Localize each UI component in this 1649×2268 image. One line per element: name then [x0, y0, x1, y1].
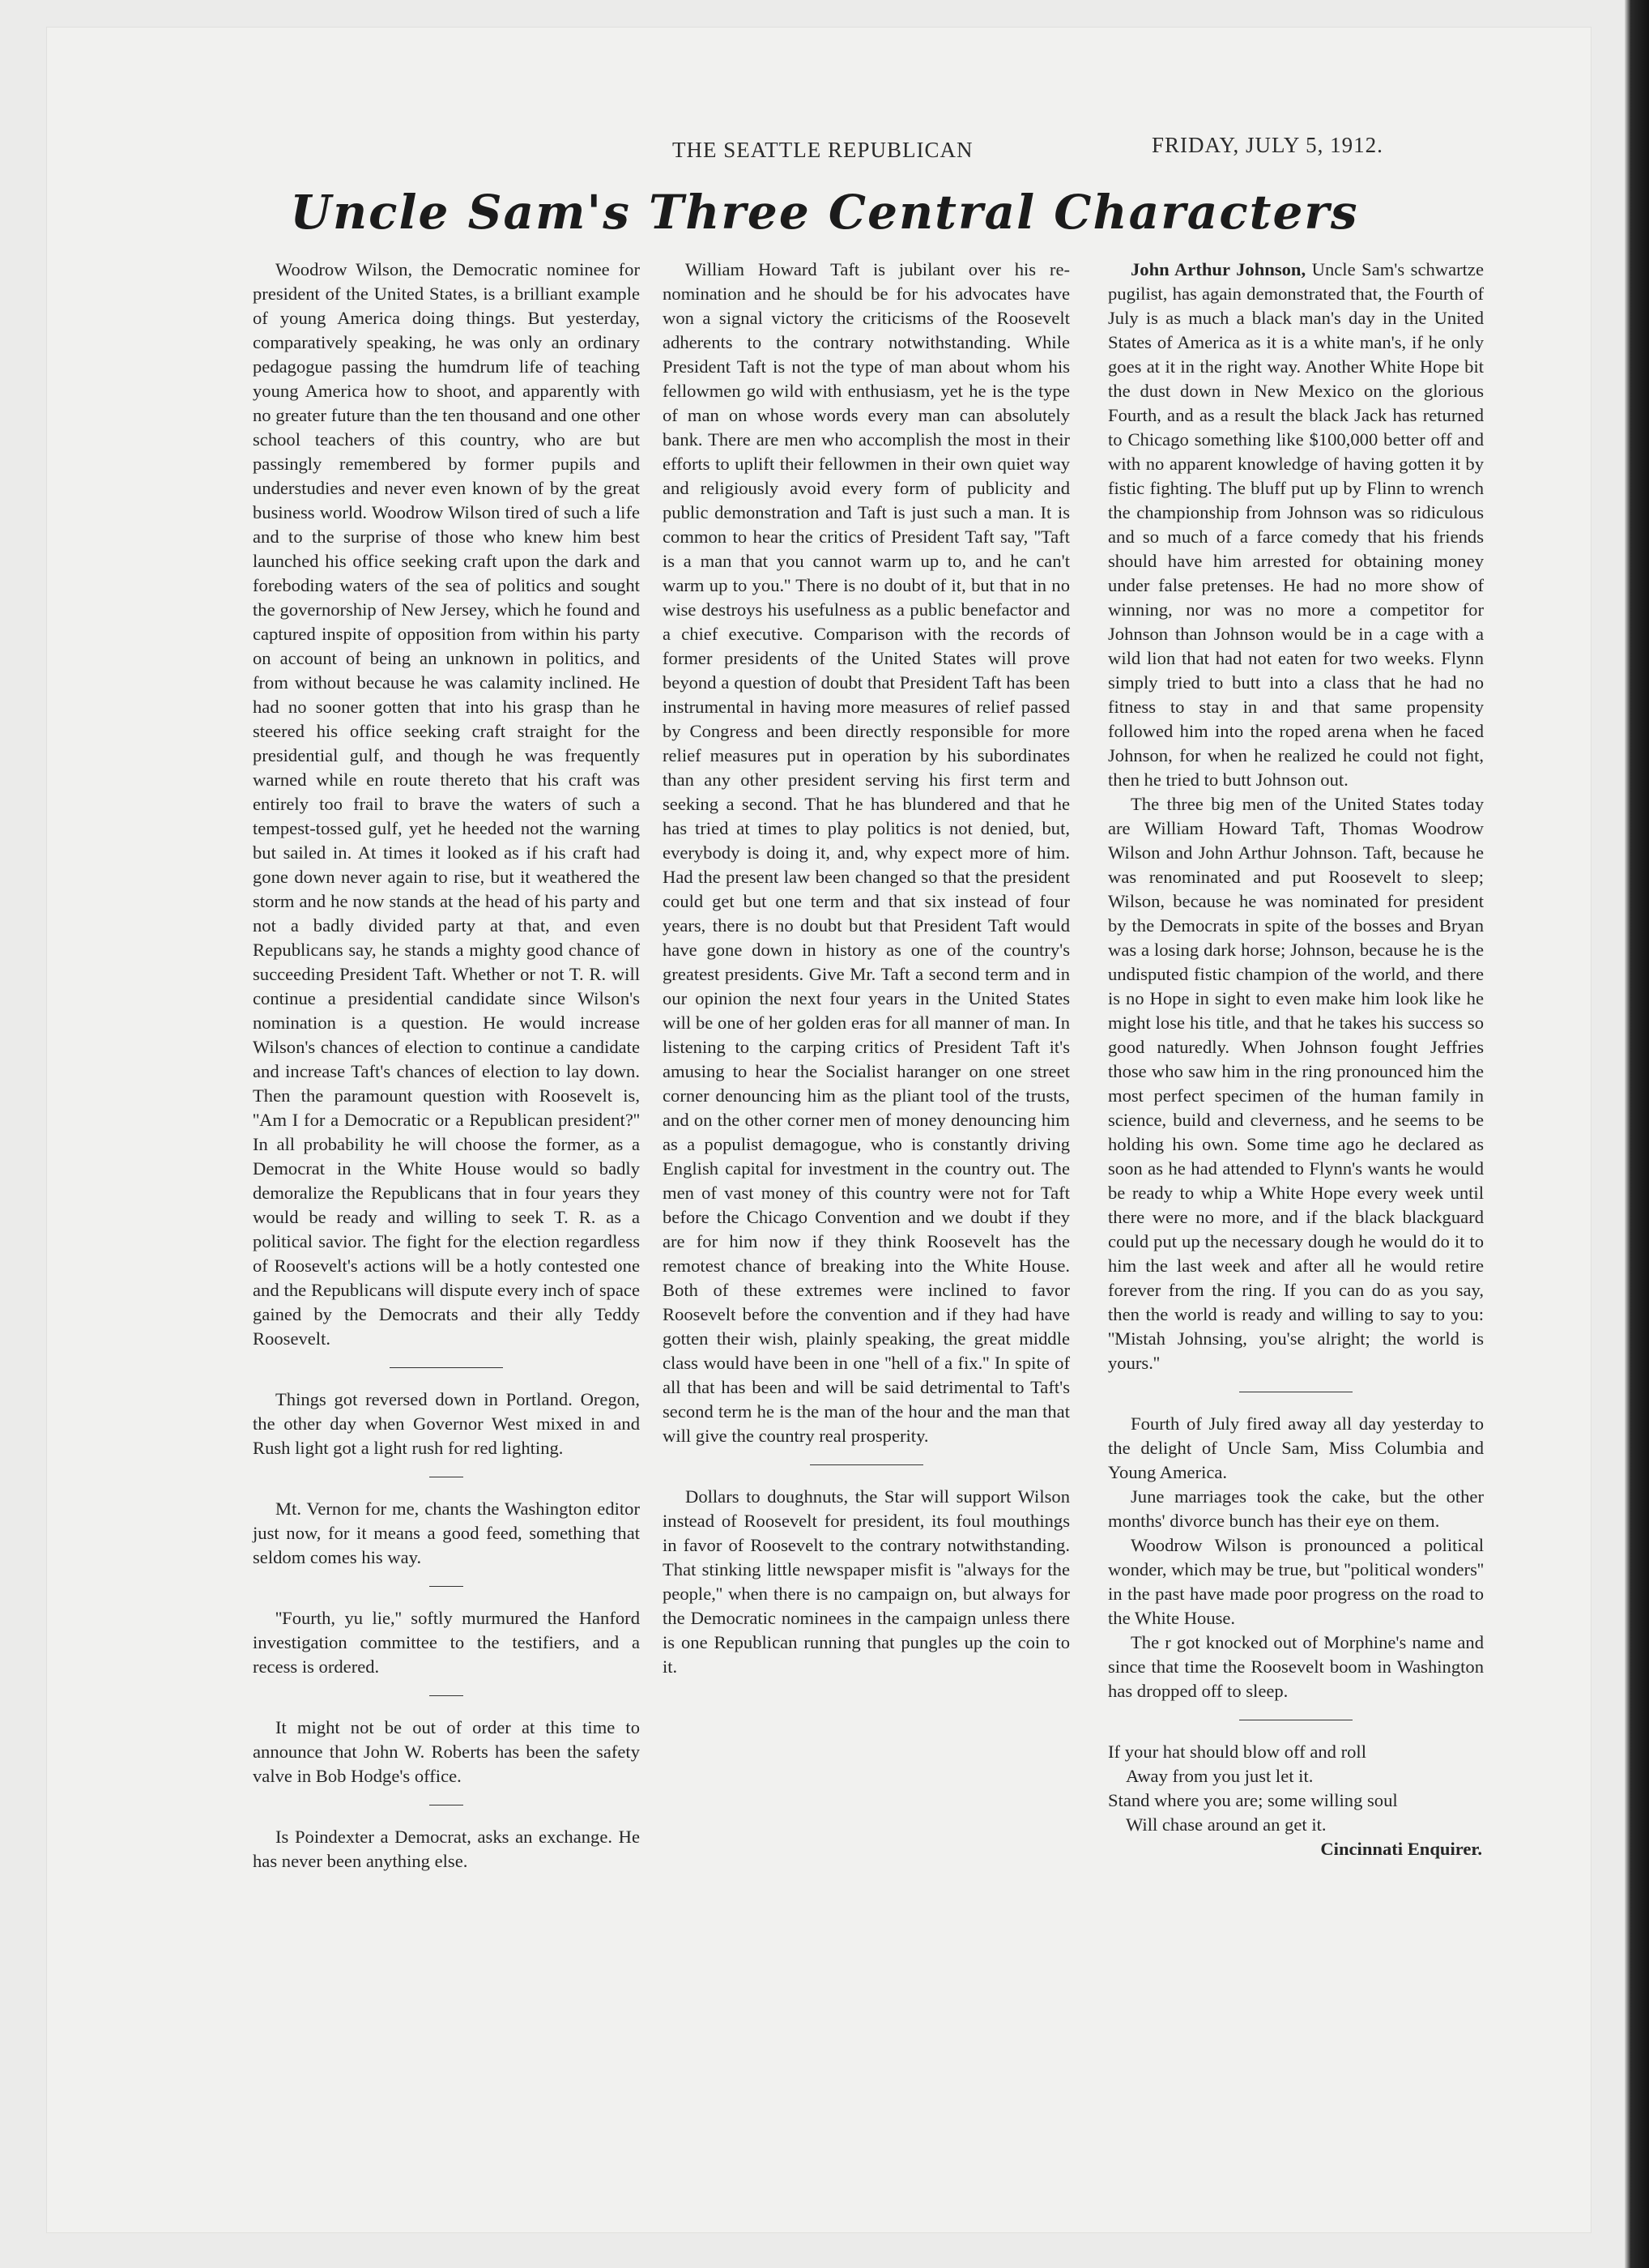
item-poindexter: Is Poindexter a Democrat, asks an exchange. He has never been anything else.: [253, 1827, 640, 1871]
poem-line: Away from you just let it.: [1126, 1766, 1314, 1786]
article-johnson-body: Uncle Sam's schwartze pugilist, has again demonstrated that, the Fourth of July is as much a black man's day in the United States of America as it is a white man's, if he only goes at it in the right way. Another White Hope bit the dust down in New Mexico on the glorious Fourth, and as a result the black Jack has returned to Chicago something like $100,000 better off and with no apparent knowledge of having gotten it by fistic fighting. The bluff put up by Flinn to wrench the championship from Johnson was so ridiculous and so much of a farce comedy that his friends should have him arrested for obtaining money under false pretenses. He had no more show of winning, nor was no more a competitor for Johnson than Johnson would be in a cage with a wild lion that had not eaten for two weeks. Flynn simply tried to butt into a class that he had no fitness to stay in and that same propensity followed him into the roped arena when he faced Johnson, for when he realized he could not fight, then he tried to butt Johnson out.: [1108, 259, 1484, 790]
page-title: Uncle Sam's Three Central Characters: [290, 185, 1359, 240]
article-johnson: [1108, 258, 1484, 792]
article-taft: William Howard Taft is jubilant over his re-nomination and he should be for his advocates have won a signal victory the criticisms of the Roosevelt adherents to the contrary notwithstanding. While President Taft is not the type of man about whom his fellowmen go wild with enthusiasm, yet he is the type of man on whose words every man can absolutely bank. There are men who accomplish the most in their efforts to uplift their fellowmen in their own quiet way and religiously avoid every form of publicity and public demonstration and Taft is just such a man. It is common to hear the critics of President Taft say, ''Taft is a man that you cannot warm up to, and he can't warm up to you.'' There is no doubt of it, but that in no wise destroys his usefulness as a public benefactor and a chief executive. Comparison with the records of former presidents of the United States will prove beyond a question of doubt that President Taft has been instrumental in having more measures of relief passed by Congress and been directly responsible for more relief measures put in operation by his subordinates than any other president serving his first term and seeking a second. That he has blundered and that he has tried at times to play politics is not denied, but, everybody is doing it, and, why expect more of him. Had the present law been changed so that the president could get but one term and that six instead of four years, there is no doubt but that President Taft would have gone down in history as one of the country's greatest presidents. Give Mr. Taft a second term and in our opinion the next four years in the United States will be one of her golden eras for all manner of man. In listening to the carping critics of President Taft it's amusing to hear the Socialist haranger on one street corner denouncing him as the pliant tool of the trusts, and on the other corner men of money denouncing him as a populist demagogue, who is constantly driving English capital for investment in the country out. The men of vast money of this country were not for Taft before the Chicago Convention and we doubt if they are for him now if they think Roosevelt has the remotest chance of breaking into the White House. Both of these extremes were inclined to favor Roosevelt before the convention and if they had have gotten their wish, plainly speaking, the great middle class would have been in one ''hell of a fix.'' In spite of all that has been and will be said detrimental to Taft's second term he is the man of the hour and the man that will give the country real prosperity.: [663, 259, 1070, 1446]
item-political-wonder: Woodrow Wilson is pronounced a political wonder, which may be true, but ''political wonders'' in the past have made poor progress on the road to the White House.: [1108, 1535, 1484, 1628]
item-roberts: It might not be out of order at this time to announce that John W. Roberts has been the safety valve in Bob Hodge's office.: [253, 1717, 640, 1786]
item-june-marriages: June marriages took the cake, but the other months' divorce bunch has their eye on them.: [1108, 1486, 1484, 1531]
item-dollars-doughnuts: Dollars to doughnuts, the Star will support Wilson instead of Roosevelt for president, its foul mouthings in favor of Roosevelt to the contrary notwithstanding. That stinking little newspaper misfit is ''always for the people,'' when there is no campaign on, but always for the Democratic nominees in the campaign unless there is one Republican running that pungles up the coin to it.: [663, 1486, 1070, 1677]
column-3: [1108, 258, 1484, 1861]
divider: [390, 1367, 503, 1368]
poem-line: Stand where you are; some willing soul: [1108, 1790, 1398, 1810]
issue-date: FRIDAY, JULY 5, 1912.: [1152, 133, 1383, 157]
divider: [429, 1695, 463, 1696]
item-morphine: The r got knocked out of Morphine's name and since that time the Roosevelt boom in Washington has dropped off to sleep.: [1108, 1632, 1484, 1701]
divider: [429, 1586, 463, 1587]
poem-credit: Cincinnati Enquirer.: [1320, 1839, 1482, 1859]
item-fourth-yu-lie: ''Fourth, yu lie,'' softly murmured the Hanford investigation committee to the testifiers, and a recess is ordered.: [253, 1608, 640, 1677]
divider: [810, 1464, 923, 1465]
poem-line: If your hat should blow off and roll: [1108, 1742, 1366, 1762]
scan-edge: [1625, 0, 1649, 2268]
article-johnson-lead: John Arthur Johnson,: [1131, 259, 1306, 279]
item-portland: Things got reversed down in Portland. Oregon, the other day when Governor West mixed in and Rush light got a light rush for red lighting.: [253, 1389, 640, 1458]
item-fourth-of-july: Fourth of July fired away all day yesterday to the delight of Uncle Sam, Miss Columbia and Young America.: [1108, 1413, 1484, 1482]
column-1: [253, 258, 640, 1874]
article-wilson: Woodrow Wilson, the Democratic nominee for president of the United States, is a brilliant example of young America doing things. But yesterday, comparatively speaking, he was only an ordinary pedagogue passing the humdrum life of teaching young America how to shoot, and apparently with no greater future than the ten thousand and one other school teachers of this country, who are but passingly remembered by former pupils and understudies and never even known of by the great business world. Woodrow Wilson tired of such a life and to the surprise of those who knew him best launched his office seeking craft upon the dark and foreboding waters of the sea of politics and sought the governorship of New Jersey, which he found and captured inspite of opposition from within his party on account of being an unknown in politics, and from without because he was calamity inclined. He had no sooner gotten that into his grasp than he steered his office seeking craft straight for the presidential gulf, and though he was frequently warned while en route thereto that his craft was entirely too frail to brave the waters of such a tempest-tossed gulf, yet he heeded not the warning but sailed in. At times it looked as if his craft had gone down never again to rise, but it weathered the storm and he now stands at the head of his party and not a badly divided party at that, and even Republicans say, he stands a mighty good chance of succeeding President Taft. Whether or not T. R. will continue a presidential candidate since Wilson's nomination is a question. He would increase Wilson's chances of election to continue a candidate and increase Taft's chances of election to lay down. Then the paramount question with Roosevelt is, ''Am I for a Democratic or a Republican president?'' In all probability he will choose the former, as a Democrat in the White House would so badly demoralize the Republicans that in four years they would be ready and willing to seek T. R. as a political savior. The fight for the election regardless of Roosevelt's actions will be a hotly contested one and the Republicans will dispute every inch of space gained by the Democrats and their ally Teddy Roosevelt.: [253, 259, 640, 1349]
item-mt-vernon: Mt. Vernon for me, chants the Washington editor just now, for it means a good feed, something that seldom comes his way.: [253, 1498, 640, 1567]
article-big-men: The three big men of the United States today are William Howard Taft, Thomas Woodrow Wilson and John Arthur Johnson. Taft, because he was renominated and put Roosevelt to sleep; Wilson, because he was nominated for president by the Democrats in spite of the bosses and Bryan was a losing dark horse; Johnson, because he is the undisputed fistic champion of the world, and there is no Hope in sight to even make him look like he might lose his title, and that he takes his success so good naturedly. When Johnson fought Jeffries those who saw him in the ring pronounced him the most perfect specimen of the human family in science, build and cleverness, and he seems to be holding his own. Some time ago he declared as soon as he had attended to Flynn's wants he would be ready to whip a White Hope every week until there were no more, and if the black blackguard could put up the necessary dough he would do it to him the last week and after all he would retire forever from the ring. If you can do as you say, then the world is ready and willing to say to you: ''Mistah Johnsing, you'se alright; the world is yours.'': [1108, 794, 1484, 1373]
poem-line: Will chase around an get it.: [1126, 1814, 1327, 1835]
newspaper-name: THE SEATTLE REPUBLICAN: [672, 138, 974, 162]
poem: [1108, 1740, 1484, 1861]
column-2: [663, 258, 1070, 1679]
